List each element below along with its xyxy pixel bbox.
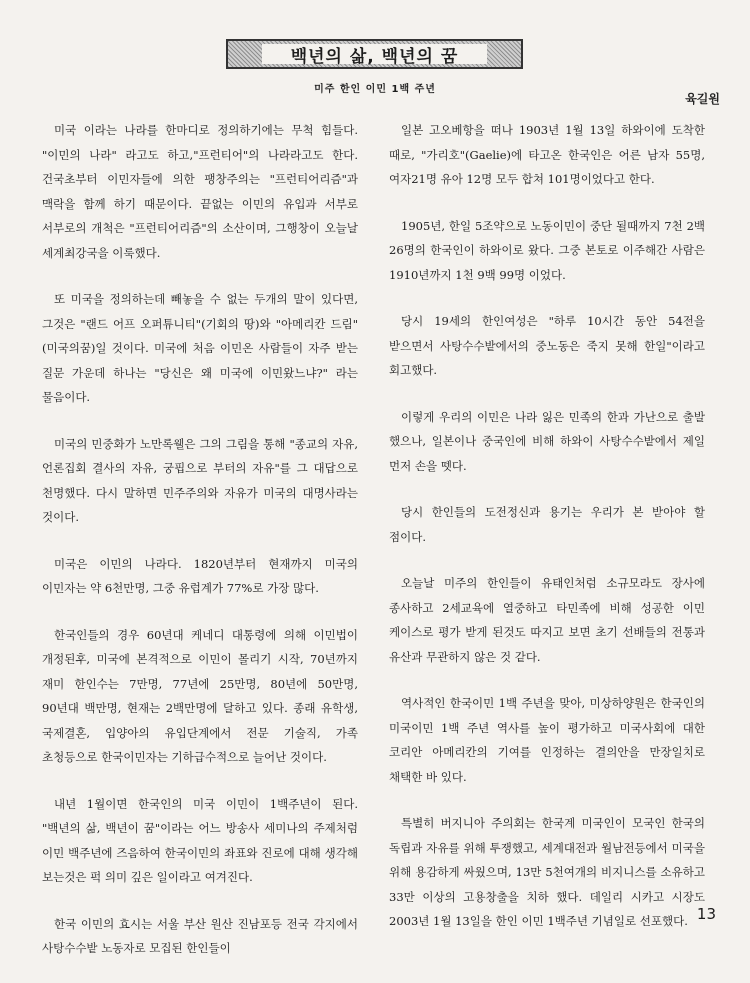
paragraph: 미국 이라는 나라를 한마디로 정의하기에는 무척 힘들다. "이민의 나라" 라고도 하고,"프런티어"의 나라라고도 한다. 건국초부터 이민자들에 의한 팽창주의는 "프런티어리즘"과 맥락을 함께 하기 때문이다. 끝없는 이민의 유입과 서부로 서부로의 개척은 "프런티어리즘"의 소산이며, 그행창이 오늘날 세계최강국을 이룩했다.	[42, 123, 358, 260]
title-frame	[226, 39, 523, 69]
paragraph: 한국인들의 경우 60년대 케네디 대통령에 의해 이민법이 개정된후, 미국에 본격적으로 이민이 몰리기 시작, 70년까지 재미 한인수는 7만명, 77년에 25만명, 80년에 50만명, 90년대 백만명, 현재는 2백만명에 달하고 있다. 종래 유학생, 국제결혼, 입양아의 유입단계에서 전문 기술직, 가족 초청등으로 한국이민자는 기하급수적으로 늘어난 것이다.	[42, 627, 358, 764]
page-number: 13	[696, 905, 716, 923]
paragraph: 내년 1월이면 한국인의 미국 이민이 1백주년이 된다. "백년의 삶, 백년이 꿈"이라는 어느 방송사 세미나의 주제처럼 이민 백주년에 즈음하여 한국이민의 좌표와 진로에 대해 생각해 보는것은 퍽 의미 깊은 일이라고 여겨진다.	[42, 796, 358, 884]
paragraph: 미국의 민중화가 노만록웰은 그의 그림을 통해 "종교의 자유, 언론집회 결사의 자유, 궁핍으로 부터의 자유"를 그 대답으로 천명했다. 다시 말하면 민주주의와 자유가 미국의 대명사라는 것이다.	[42, 436, 358, 524]
paragraph: 당시 한인들의 도전정신과 용기는 우리가 본 받아야 할 점이다.	[389, 505, 705, 544]
paragraph: 당시 19세의 한인여성은 "하루 10시간 동안 54전을 받으면서 사탕수수밭에서의 중노동은 죽지 못해 한일"이라고 회고했다.	[389, 314, 705, 377]
paragraph: 일본 고오베항을 떠나 1903년 1월 13일 하와이에 도착한 때로, "가리호"(Gaelie)에 타고온 한국인은 어른 남자 55명, 여자21명 유아 12명 모두 합쳐 101명이었다고 한다.	[389, 123, 705, 186]
paragraph: 오늘날 미주의 한인들이 유태인처럼 소규모라도 장사에 종사하고 2세교육에 열중하고 타민족에 비해 성공한 이민 케이스로 평가 받게 된것도 따지고 보면 초기 선배들의 전통과 유산과 무관하지 않은 것 같다.	[389, 576, 705, 664]
paragraph: 미국은 이민의 나라다. 1820년부터 현재까지 미국의 이민자는 약 6천만명, 그중 유럽계가 77%로 가장 많다.	[42, 556, 358, 595]
paragraph: 역사적인 한국이민 1백 주년을 맞아, 미상하양원은 한국인의 미국이민 1백 주년 역사를 높이 평가하고 미국사회에 대한 코리안 아메리칸의 기여를 인정하는 결의안을 만장일치로 채택한 바 있다.	[389, 696, 705, 784]
paragraph: 1905년, 한일 5조약으로 노동이민이 중단 될때까지 7천 2백 26명의 한국인이 하와이로 왔다. 그중 본토로 이주해간 사람은 1910년까지 1천 9백 99명 이었다.	[389, 218, 705, 282]
article-subtitle: 미주 한인 이민 1백 주년	[314, 84, 436, 95]
paragraph: 이렇게 우리의 이민은 나라 잃은 민족의 한과 가난으로 출발 했으나, 일본이나 중국인에 비해 하와이 사탕수수밭에서 제일 먼저 손을 뗏다.	[389, 409, 705, 473]
right-column	[389, 118, 705, 956]
paragraph: 특별히 버지니아 주의회는 한국계 미국인이 모국인 한국의 독립과 자유를 위해 투쟁했고, 세계대전과 월남전등에서 미국을 위해 용감하게 싸웠으며, 13만 5천여개의 비지니스를 소유하고 33만 이상의 고용창출을 치하 했다. 데일리 시카고 시장도 2003년 1월 13일을 한인 이민 1백주년 기념일로 선포했다.	[389, 816, 705, 928]
left-column	[42, 118, 358, 983]
paragraph: 한국 이민의 효시는 서울 부산 원산 진남포등 전국 각지에서 사탕수수밭 노동자로 모집된 한인들이	[42, 916, 358, 955]
article-title: 백년의 삶, 백년의 꿈	[262, 44, 487, 64]
author-name: 육길원	[685, 92, 720, 106]
paragraph: 또 미국을 정의하는데 빼놓을 수 없는 두개의 말이 있다면, 그것은 "랜드 어프 오퍼튜니티"(기회의 땅)와 "아메리칸 드림"(미국의꿈)일 것이다. 미국에 처음 이민온 사람들이 자주 받는 질문 가운데 하나는 "당신은 왜 미국에 이민왔느냐?" 라는 물음이다.	[42, 292, 358, 404]
